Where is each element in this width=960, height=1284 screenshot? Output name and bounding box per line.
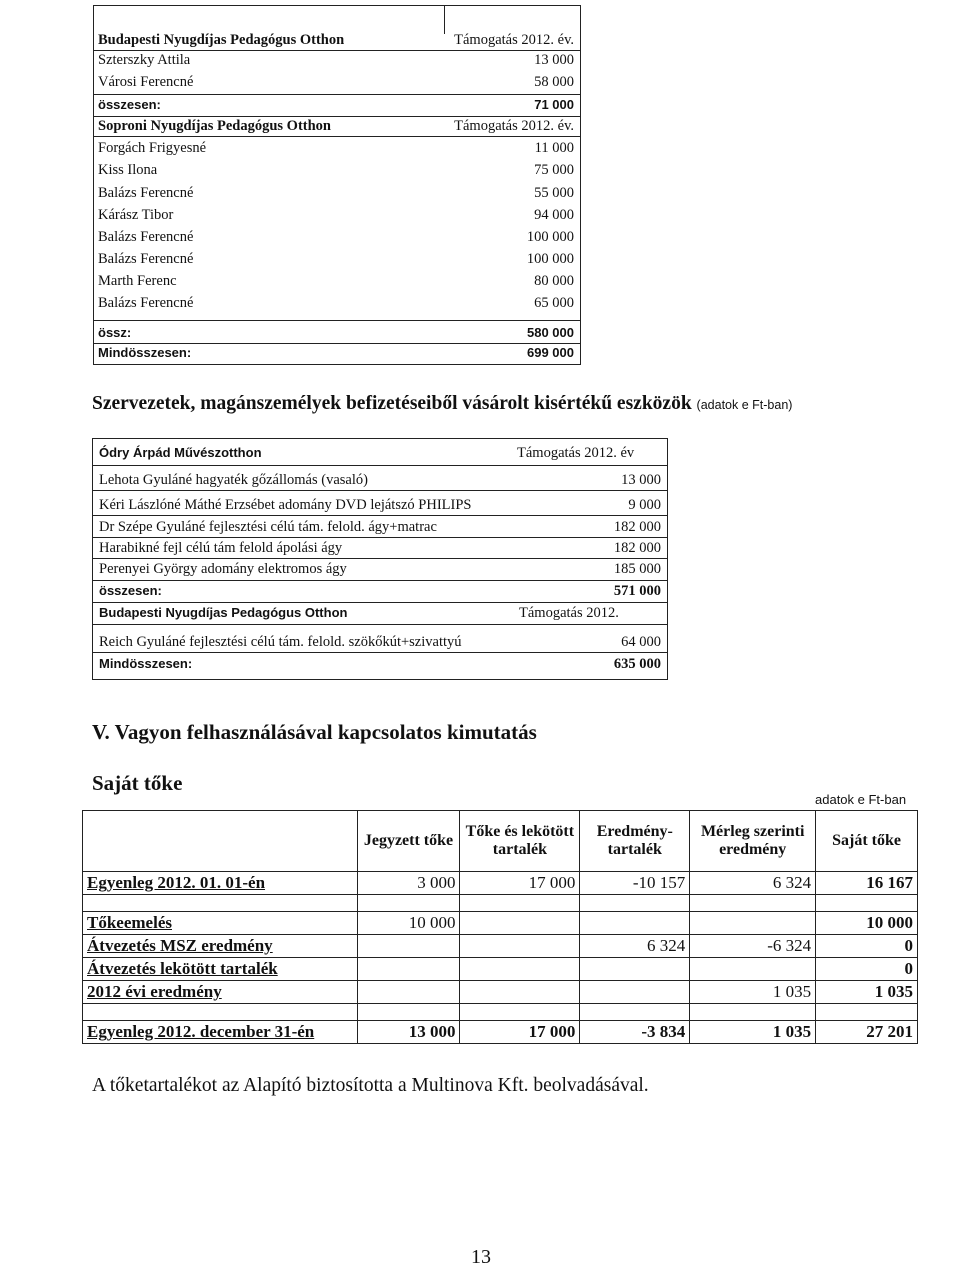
cell: 17 000 bbox=[460, 872, 580, 895]
cell bbox=[580, 958, 690, 981]
row-value: 100 000 bbox=[526, 251, 574, 267]
row-value: 9 000 bbox=[628, 497, 661, 513]
table-row bbox=[98, 160, 574, 180]
donations-table-1 bbox=[93, 5, 581, 365]
table-row bbox=[83, 935, 918, 958]
cell bbox=[460, 912, 580, 935]
row-name: Balázs Ferencné bbox=[98, 295, 194, 311]
table-row bbox=[83, 958, 918, 981]
table2-grand-total-value: 635 000 bbox=[613, 656, 661, 672]
unit-note: (adatok e Ft-ban) bbox=[696, 398, 793, 412]
cell: -3 834 bbox=[580, 1021, 690, 1044]
row-name: Lehota Gyuláné hagyaték gőzállomás (vasaló) bbox=[99, 472, 368, 488]
equity-header-row bbox=[83, 811, 918, 872]
cell: 0 bbox=[816, 935, 918, 958]
row-value: 80 000 bbox=[534, 273, 574, 289]
table-row bbox=[83, 1021, 918, 1044]
table-row bbox=[98, 227, 574, 247]
table2-grand-total-label: Mindösszesen: bbox=[99, 656, 193, 671]
equity-subtitle: Saját tőke bbox=[92, 771, 183, 795]
table-row bbox=[98, 293, 574, 313]
table-row bbox=[99, 470, 661, 490]
cell bbox=[690, 912, 816, 935]
row-value: 11 000 bbox=[534, 140, 574, 156]
row-label: Egyenleg 2012. 01. 01-én bbox=[83, 872, 358, 895]
group1-total-row bbox=[98, 95, 574, 115]
section-title-assets bbox=[92, 393, 792, 415]
table-row bbox=[99, 517, 661, 537]
table1-header-left: Budapesti Nyugdíjas Pedagógus Otthon bbox=[98, 32, 345, 48]
cell: 27 201 bbox=[816, 1021, 918, 1044]
table2-header-right: Támogatás 2012. év bbox=[517, 445, 635, 461]
footnote-text: A tőketartalékot az Alapító biztosította a Multinova Kft. beolvadásával. bbox=[92, 1075, 649, 1096]
table-row bbox=[99, 632, 661, 652]
table1-header-right: Támogatás 2012. év. bbox=[454, 32, 574, 48]
table2-header-left: Ódry Árpád Művészotthon bbox=[99, 445, 262, 460]
cell: 1 035 bbox=[690, 981, 816, 1004]
table-row bbox=[98, 249, 574, 269]
table-row bbox=[98, 138, 574, 158]
cell: 0 bbox=[816, 958, 918, 981]
table-row bbox=[98, 183, 574, 203]
table-row bbox=[83, 872, 918, 895]
table2-grand-total-row bbox=[99, 654, 661, 674]
group2-total-row bbox=[98, 323, 574, 343]
page-number: 13 bbox=[471, 1246, 491, 1268]
row-value: 185 000 bbox=[613, 561, 661, 577]
table-row bbox=[98, 50, 574, 70]
table2-header2-right: Támogatás 2012. bbox=[519, 605, 619, 621]
header-cell: Eredmény-tartalék bbox=[580, 811, 690, 872]
equity-table bbox=[82, 810, 918, 1044]
row-name: Forgách Frigyesné bbox=[98, 140, 207, 156]
cell: 10 000 bbox=[357, 912, 460, 935]
row-name: Marth Ferenc bbox=[98, 273, 177, 289]
row-label: Átvezetés MSZ eredmény bbox=[83, 935, 358, 958]
row-value: 64 000 bbox=[621, 634, 661, 650]
spacer-row bbox=[83, 1004, 918, 1021]
row-name: Kiss Ilona bbox=[98, 162, 158, 178]
grand-total-row bbox=[98, 343, 574, 363]
cell bbox=[460, 981, 580, 1004]
row-value: 55 000 bbox=[534, 185, 574, 201]
row-value: 75 000 bbox=[534, 162, 574, 178]
row-label: Egyenleg 2012. december 31-én bbox=[83, 1021, 358, 1044]
table-row bbox=[99, 495, 661, 515]
grand-total-label: Mindösszesen: bbox=[98, 345, 192, 360]
cell: -10 157 bbox=[580, 872, 690, 895]
cell bbox=[580, 981, 690, 1004]
row-name: Dr Szépe Gyuláné fejlesztési célú tám. felold. ágy+matrac bbox=[99, 519, 437, 535]
section-title-text: Szervezetek, magánszemélyek befizetéseiből vásárolt kisértékű eszközök bbox=[92, 393, 692, 414]
table2-total-row bbox=[99, 581, 661, 601]
cell bbox=[357, 958, 460, 981]
row-value: 100 000 bbox=[526, 229, 574, 245]
section-v-title: V. Vagyon felhasználásával kapcsolatos kimutatás bbox=[92, 720, 537, 744]
table-row bbox=[83, 912, 918, 935]
group2-total-value: 580 000 bbox=[527, 325, 574, 340]
table-row bbox=[99, 559, 661, 579]
table-row bbox=[99, 538, 661, 558]
equity-unit-note: adatok e Ft-ban bbox=[815, 792, 907, 807]
header-cell: Jegyzett tőke bbox=[357, 811, 460, 872]
row-name: Balázs Ferencné bbox=[98, 251, 194, 267]
cell: 6 324 bbox=[690, 872, 816, 895]
cell bbox=[357, 981, 460, 1004]
table1-header2-row bbox=[98, 116, 574, 136]
cell: 17 000 bbox=[460, 1021, 580, 1044]
header-cell: Mérleg szerinti eredmény bbox=[690, 811, 816, 872]
row-name: Reich Gyuláné fejlesztési célú tám. felold. szökőkút+szivattyú bbox=[99, 634, 462, 650]
row-name: Városi Ferencné bbox=[98, 74, 194, 90]
row-value: 13 000 bbox=[621, 472, 661, 488]
cell: 10 000 bbox=[816, 912, 918, 935]
spacer-row bbox=[83, 895, 918, 912]
row-value: 65 000 bbox=[534, 295, 574, 311]
row-name: Balázs Ferencné bbox=[98, 229, 194, 245]
group2-total-label: össz: bbox=[98, 325, 132, 340]
row-label: Tőkeemelés bbox=[83, 912, 358, 935]
cell: -6 324 bbox=[690, 935, 816, 958]
table2-header-row bbox=[99, 443, 661, 463]
row-name: Balázs Ferencné bbox=[98, 185, 194, 201]
row-label: Átvezetés lekötött tartalék bbox=[83, 958, 358, 981]
grand-total-value: 699 000 bbox=[527, 345, 574, 360]
table2-header2-left: Budapesti Nyugdíjas Pedagógus Otthon bbox=[99, 605, 348, 620]
cell bbox=[580, 912, 690, 935]
row-value: 182 000 bbox=[613, 540, 661, 556]
table1-header2-right: Támogatás 2012. év. bbox=[454, 118, 574, 134]
group1-total-value: 71 000 bbox=[534, 97, 574, 112]
cell: 13 000 bbox=[357, 1021, 460, 1044]
cell: 1 035 bbox=[816, 981, 918, 1004]
cell bbox=[357, 935, 460, 958]
table2-total-label: összesen: bbox=[99, 583, 162, 598]
row-name: Perenyei György adomány elektromos ágy bbox=[99, 561, 347, 577]
row-label: 2012 évi eredmény bbox=[83, 981, 358, 1004]
row-name: Harabikné fejl célú tám felold ápolási ágy bbox=[99, 540, 343, 556]
cell: 6 324 bbox=[580, 935, 690, 958]
row-value: 182 000 bbox=[613, 519, 661, 535]
row-value: 58 000 bbox=[534, 74, 574, 90]
table1-header2-left: Soproni Nyugdíjas Pedagógus Otthon bbox=[98, 118, 331, 134]
table-row bbox=[98, 205, 574, 225]
row-name: Szterszky Attila bbox=[98, 52, 191, 68]
cell bbox=[460, 935, 580, 958]
table-row bbox=[98, 271, 574, 291]
table2-total-value: 571 000 bbox=[613, 583, 661, 599]
table-row bbox=[83, 981, 918, 1004]
header-cell: Saját tőke bbox=[816, 811, 918, 872]
table2-header2-row bbox=[99, 603, 661, 623]
cell: 16 167 bbox=[816, 872, 918, 895]
row-name: Kárász Tibor bbox=[98, 207, 174, 223]
header-cell bbox=[83, 811, 358, 872]
row-value: 13 000 bbox=[534, 52, 574, 68]
cell: 1 035 bbox=[690, 1021, 816, 1044]
group1-total-label: összesen: bbox=[98, 97, 161, 112]
cell bbox=[690, 958, 816, 981]
header-cell: Tőke és lekötött tartalék bbox=[460, 811, 580, 872]
row-name: Kéri Lászlóné Máthé Erzsébet adomány DVD lejátszó PHILIPS bbox=[99, 497, 472, 513]
assets-table bbox=[92, 438, 668, 680]
cell bbox=[460, 958, 580, 981]
table-row bbox=[98, 72, 574, 92]
cell: 3 000 bbox=[357, 872, 460, 895]
table1-header-row bbox=[98, 30, 574, 50]
row-value: 94 000 bbox=[534, 207, 574, 223]
